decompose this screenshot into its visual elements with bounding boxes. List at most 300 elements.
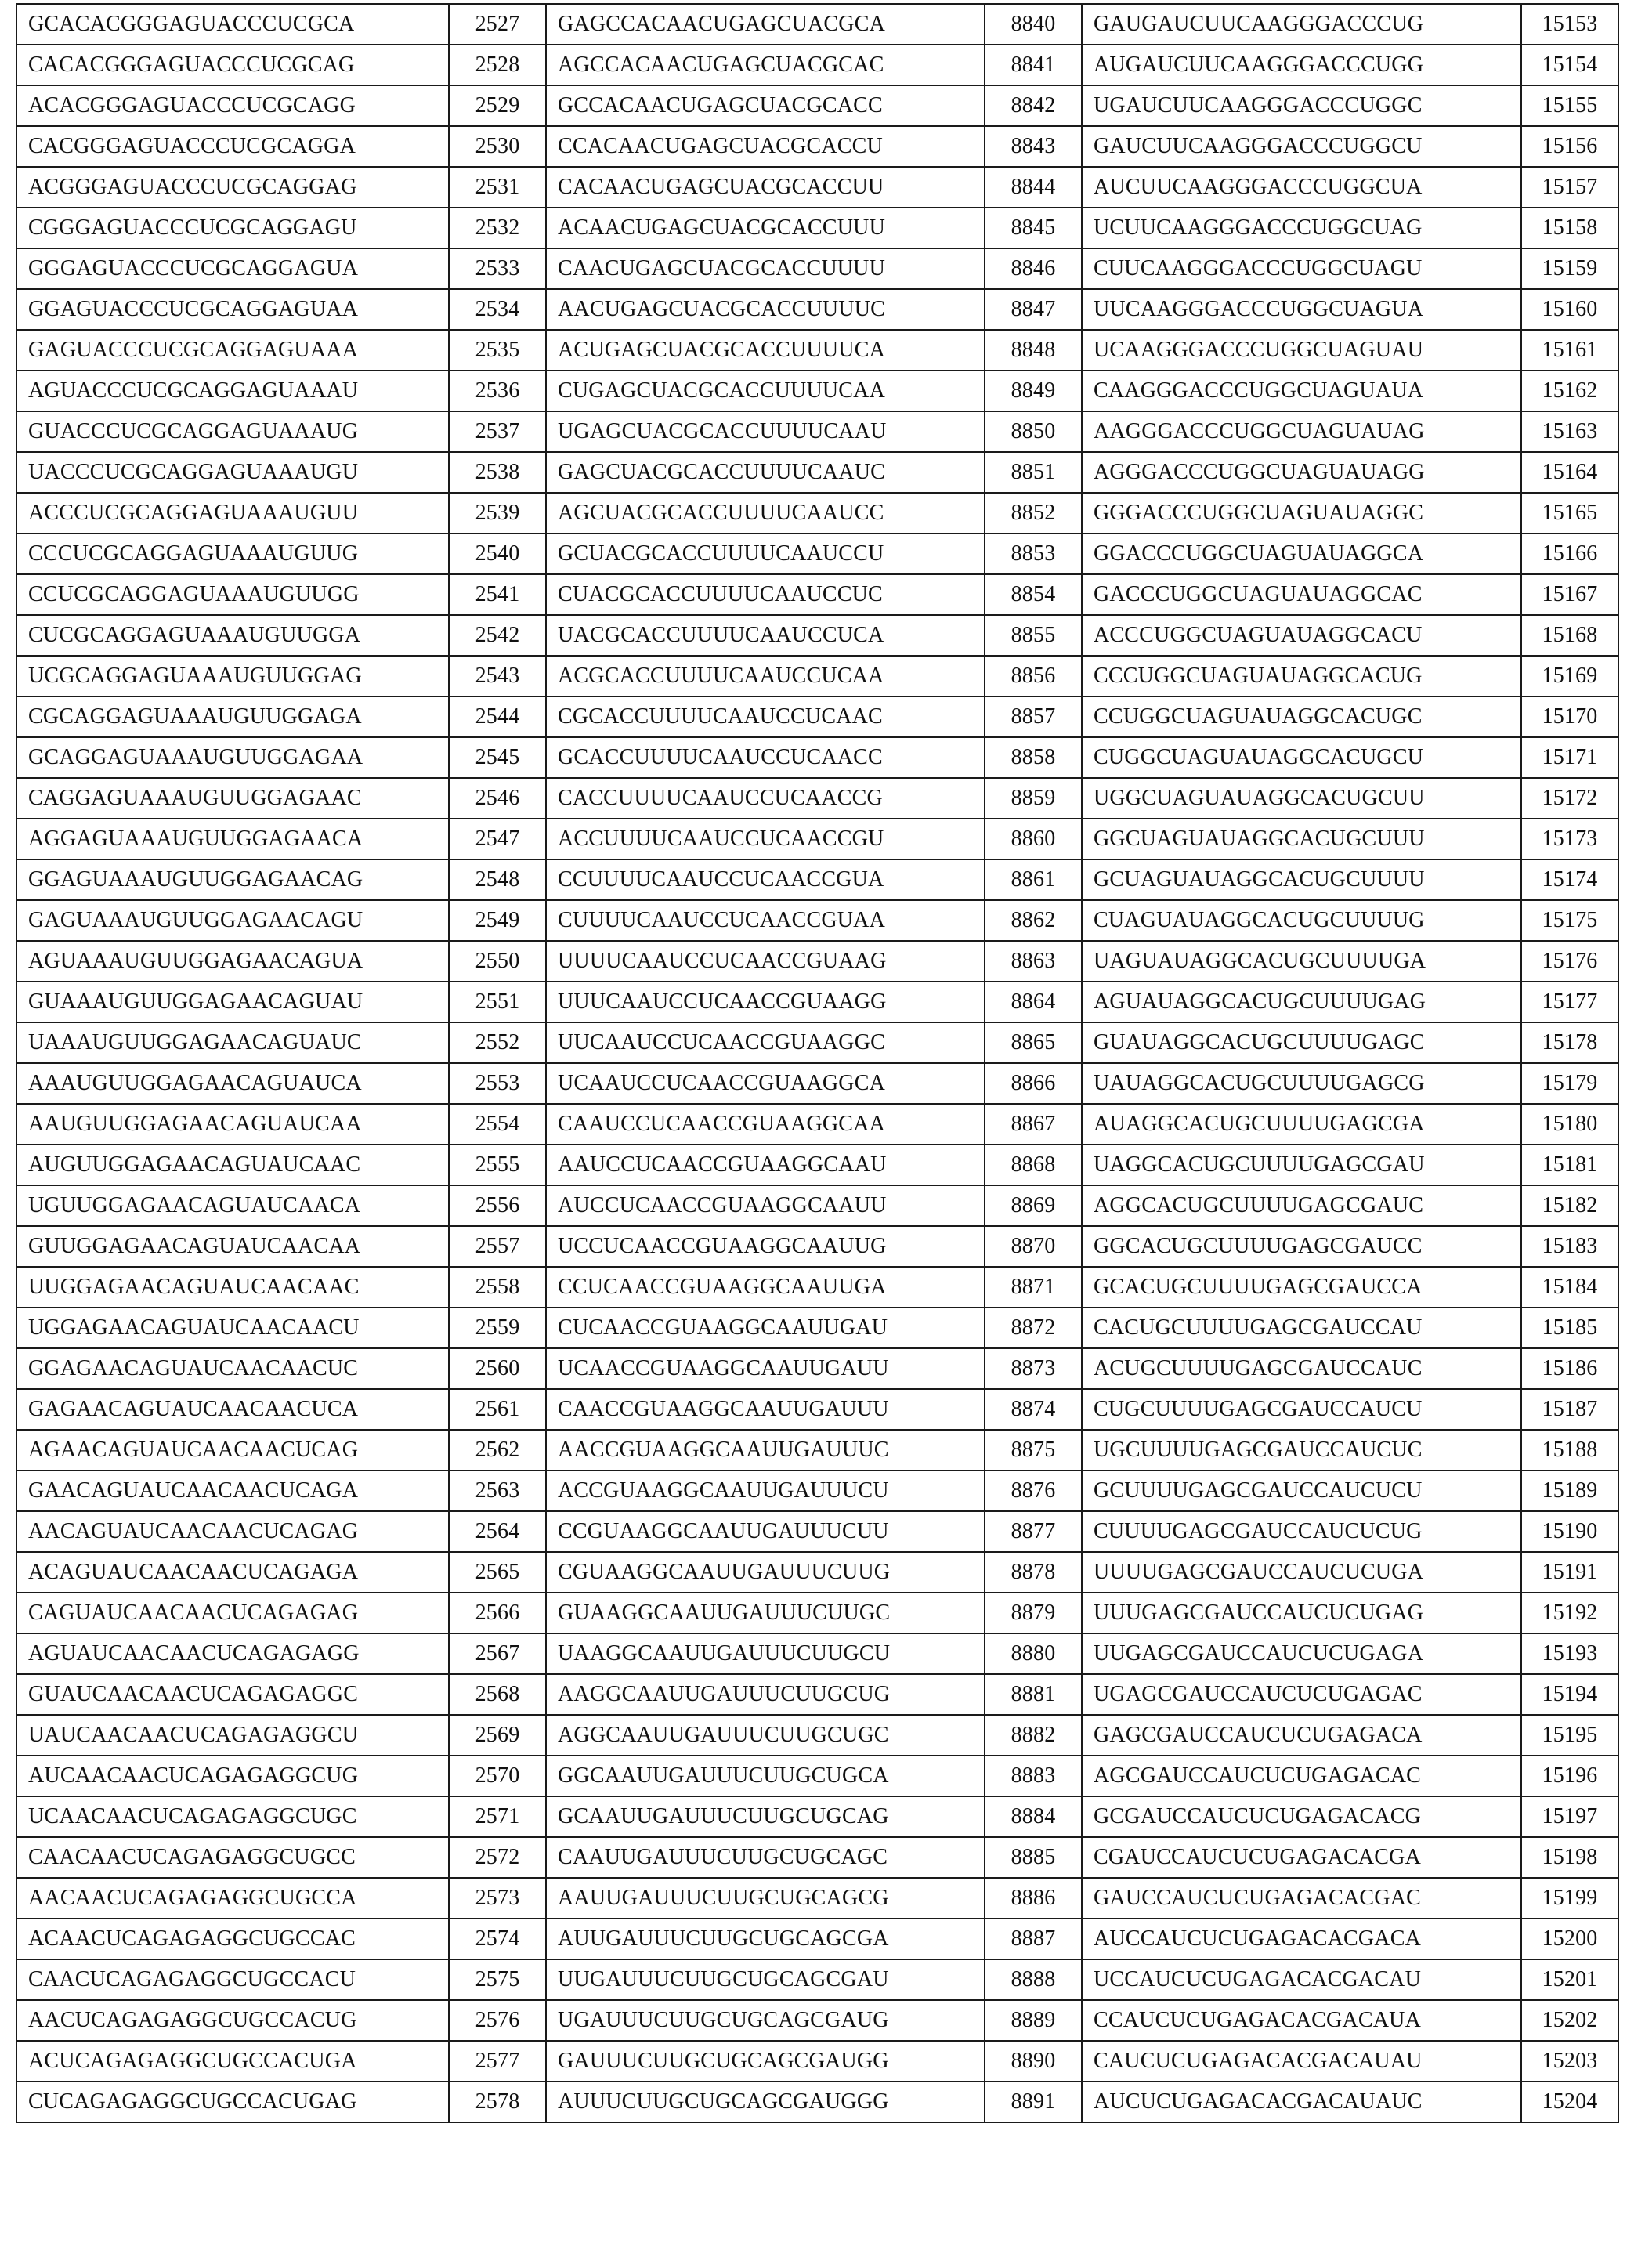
- sequence-cell: GCUUUUGAGCGAUCCAUCUCU: [1082, 1470, 1521, 1511]
- seq-id-cell: 8891: [985, 2082, 1082, 2122]
- seq-id-cell: 8856: [985, 656, 1082, 696]
- seq-id-cell: 2554: [449, 1104, 546, 1145]
- table-row: [16, 1226, 1618, 1267]
- sequence-cell: GGCAAUUGAUUUCUUGCUGCA: [546, 1756, 985, 1796]
- seq-id-cell: 15192: [1521, 1593, 1618, 1633]
- seq-id-cell: 15162: [1521, 371, 1618, 411]
- seq-id-cell: 15174: [1521, 859, 1618, 900]
- seq-id-cell: 2560: [449, 1348, 546, 1389]
- sequence-cell: CAACCGUAAGGCAAUUGAUUU: [546, 1389, 985, 1430]
- sequence-cell: UAGGCACUGCUUUUGAGCGAU: [1082, 1145, 1521, 1185]
- seq-id-cell: 8882: [985, 1715, 1082, 1756]
- sequence-cell: GGGAGUACCCUCGCAGGAGUA: [16, 248, 449, 289]
- seq-id-cell: 8844: [985, 167, 1082, 208]
- table-row: [16, 574, 1618, 615]
- sequence-cell: AAUGUUGGAGAACAGUAUCAA: [16, 1104, 449, 1145]
- sequence-cell: UAUCAACAACUCAGAGAGGCU: [16, 1715, 449, 1756]
- table-row: [16, 1470, 1618, 1511]
- seq-id-cell: 15161: [1521, 330, 1618, 371]
- table-row: [16, 1593, 1618, 1633]
- sequence-cell: AGUAUAGGCACUGCUUUUGAG: [1082, 982, 1521, 1022]
- sequence-cell: UGAGCGAUCCAUCUCUGAGAC: [1082, 1674, 1521, 1715]
- sequence-cell: AUGAUCUUCAAGGGACCCUGG: [1082, 45, 1521, 85]
- sequence-cell: CCUCGCAGGAGUAAAUGUUGG: [16, 574, 449, 615]
- table-row: [16, 1919, 1618, 1959]
- sequence-cell: AGUAUCAACAACUCAGAGAGG: [16, 1633, 449, 1674]
- sequence-cell: GCUAGUAUAGGCACUGCUUUU: [1082, 859, 1521, 900]
- seq-id-cell: 2565: [449, 1552, 546, 1593]
- seq-id-cell: 15179: [1521, 1063, 1618, 1104]
- table-row: [16, 1348, 1618, 1389]
- table-row: [16, 2000, 1618, 2041]
- seq-id-cell: 8851: [985, 452, 1082, 493]
- table-row: [16, 371, 1618, 411]
- seq-id-cell: 2530: [449, 126, 546, 167]
- sequence-cell: GGAGAACAGUAUCAACAACUC: [16, 1348, 449, 1389]
- seq-id-cell: 2547: [449, 819, 546, 859]
- seq-id-cell: 8841: [985, 45, 1082, 85]
- sequence-cell: AACAGUAUCAACAACUCAGAG: [16, 1511, 449, 1552]
- seq-id-cell: 2555: [449, 1145, 546, 1185]
- sequence-cell: UACCCUCGCAGGAGUAAAUGU: [16, 452, 449, 493]
- table-row: [16, 1674, 1618, 1715]
- table-row: [16, 1959, 1618, 2000]
- seq-id-cell: 8885: [985, 1837, 1082, 1878]
- seq-id-cell: 2534: [449, 289, 546, 330]
- seq-id-cell: 8860: [985, 819, 1082, 859]
- seq-id-cell: 2569: [449, 1715, 546, 1756]
- sequence-cell: AUUGAUUUCUUGCUGCAGCGA: [546, 1919, 985, 1959]
- seq-id-cell: 15195: [1521, 1715, 1618, 1756]
- sequence-cell: AUCUUCAAGGGACCCUGGCUA: [1082, 167, 1521, 208]
- sequence-cell: AAAUGUUGGAGAACAGUAUCA: [16, 1063, 449, 1104]
- sequence-cell: GAUUUCUUGCUGCAGCGAUGG: [546, 2041, 985, 2082]
- seq-id-cell: 8847: [985, 289, 1082, 330]
- sequence-cell: CUGCUUUUGAGCGAUCCAUCU: [1082, 1389, 1521, 1430]
- table-row: [16, 778, 1618, 819]
- seq-id-cell: 15157: [1521, 167, 1618, 208]
- sequence-cell: GAUCCAUCUCUGAGACACGAC: [1082, 1878, 1521, 1919]
- seq-id-cell: 8857: [985, 696, 1082, 737]
- sequence-cell: CCCUGGCUAGUAUAGGCACUG: [1082, 656, 1521, 696]
- table-row: [16, 1430, 1618, 1470]
- sequence-cell: GGCUAGUAUAGGCACUGCUUU: [1082, 819, 1521, 859]
- table-row: [16, 859, 1618, 900]
- seq-id-cell: 8859: [985, 778, 1082, 819]
- seq-id-cell: 15194: [1521, 1674, 1618, 1715]
- sequence-cell: AUCAACAACUCAGAGAGGCUG: [16, 1756, 449, 1796]
- seq-id-cell: 15160: [1521, 289, 1618, 330]
- seq-id-cell: 15175: [1521, 900, 1618, 941]
- sequence-cell: CUUUUCAAUCCUCAACCGUAA: [546, 900, 985, 941]
- sequence-cell: CACAACUGAGCUACGCACCUU: [546, 167, 985, 208]
- sequence-cell: CAAGGGACCCUGGCUAGUAUA: [1082, 371, 1521, 411]
- sequence-cell: GCAGGAGUAAAUGUUGGAGAA: [16, 737, 449, 778]
- sequence-cell: UUUCAAUCCUCAACCGUAAGG: [546, 982, 985, 1022]
- table-row: [16, 1267, 1618, 1308]
- sequence-cell: CAAUCCUCAACCGUAAGGCAA: [546, 1104, 985, 1145]
- seq-id-cell: 15170: [1521, 696, 1618, 737]
- seq-id-cell: 8845: [985, 208, 1082, 248]
- sequence-cell: GAUCUUCAAGGGACCCUGGCU: [1082, 126, 1521, 167]
- sequence-cell: UGGAGAACAGUAUCAACAACU: [16, 1308, 449, 1348]
- sequence-cell: ACCCUCGCAGGAGUAAAUGUU: [16, 493, 449, 534]
- seq-id-cell: 8863: [985, 941, 1082, 982]
- sequence-cell: UCAAGGGACCCUGGCUAGUAU: [1082, 330, 1521, 371]
- sequence-cell: CUUCAAGGGACCCUGGCUAGU: [1082, 248, 1521, 289]
- seq-id-cell: 2535: [449, 330, 546, 371]
- sequence-cell: AGGCACUGCUUUUGAGCGAUC: [1082, 1185, 1521, 1226]
- sequence-cell: CACGGGAGUACCCUCGCAGGA: [16, 126, 449, 167]
- sequence-cell: UGUUGGAGAACAGUAUCAACA: [16, 1185, 449, 1226]
- table-row: [16, 1104, 1618, 1145]
- seq-id-cell: 15196: [1521, 1756, 1618, 1796]
- table-row: [16, 1063, 1618, 1104]
- seq-id-cell: 2559: [449, 1308, 546, 1348]
- sequence-cell: UGAGCUACGCACCUUUUCAAU: [546, 411, 985, 452]
- seq-id-cell: 8889: [985, 2000, 1082, 2041]
- seq-id-cell: 8872: [985, 1308, 1082, 1348]
- seq-id-cell: 8876: [985, 1470, 1082, 1511]
- sequence-cell: CUUUUGAGCGAUCCAUCUCUG: [1082, 1511, 1521, 1552]
- sequence-cell: GAGCCACAACUGAGCUACGCA: [546, 4, 985, 45]
- seq-id-cell: 8867: [985, 1104, 1082, 1145]
- sequence-cell: CUCAACCGUAAGGCAAUUGAU: [546, 1308, 985, 1348]
- seq-id-cell: 15158: [1521, 208, 1618, 248]
- sequence-cell: AACAACUCAGAGAGGCUGCCA: [16, 1878, 449, 1919]
- seq-id-cell: 15176: [1521, 941, 1618, 982]
- seq-id-cell: 2568: [449, 1674, 546, 1715]
- seq-id-cell: 15183: [1521, 1226, 1618, 1267]
- sequence-cell: UUGAUUUCUUGCUGCAGCGAU: [546, 1959, 985, 2000]
- sequence-cell: ACGCACCUUUUCAAUCCUCAA: [546, 656, 985, 696]
- sequence-cell: AGCGAUCCAUCUCUGAGACAC: [1082, 1756, 1521, 1796]
- seq-id-cell: 8879: [985, 1593, 1082, 1633]
- sequence-cell: GUAAGGCAAUUGAUUUCUUGC: [546, 1593, 985, 1633]
- sequence-cell: CCGUAAGGCAAUUGAUUUCUU: [546, 1511, 985, 1552]
- sequence-cell: GCACACGGGAGUACCCUCGCA: [16, 4, 449, 45]
- seq-id-cell: 2544: [449, 696, 546, 737]
- seq-id-cell: 2546: [449, 778, 546, 819]
- seq-id-cell: 8878: [985, 1552, 1082, 1593]
- seq-id-cell: 2574: [449, 1919, 546, 1959]
- seq-id-cell: 15172: [1521, 778, 1618, 819]
- sequence-cell: GUAUAGGCACUGCUUUUGAGC: [1082, 1022, 1521, 1063]
- sequence-cell: UCAAUCCUCAACCGUAAGGCA: [546, 1063, 985, 1104]
- table-row: [16, 126, 1618, 167]
- table-row: [16, 819, 1618, 859]
- table-row: [16, 900, 1618, 941]
- sequence-cell: CAACUCAGAGAGGCUGCCACU: [16, 1959, 449, 2000]
- sequence-cell: UCCAUCUCUGAGACACGACAU: [1082, 1959, 1521, 2000]
- seq-id-cell: 8875: [985, 1430, 1082, 1470]
- sequence-cell: AGGGACCCUGGCUAGUAUAGG: [1082, 452, 1521, 493]
- seq-id-cell: 2531: [449, 167, 546, 208]
- sequence-cell: CCACAACUGAGCUACGCACCU: [546, 126, 985, 167]
- sequence-cell: GGGACCCUGGCUAGUAUAGGC: [1082, 493, 1521, 534]
- seq-id-cell: 15199: [1521, 1878, 1618, 1919]
- seq-id-cell: 15198: [1521, 1837, 1618, 1878]
- table-row: [16, 1308, 1618, 1348]
- seq-id-cell: 15169: [1521, 656, 1618, 696]
- seq-id-cell: 2542: [449, 615, 546, 656]
- table-row: [16, 330, 1618, 371]
- table-row: [16, 982, 1618, 1022]
- sequence-cell: UACGCACCUUUUCAAUCCUCA: [546, 615, 985, 656]
- sequence-cell: CAUCUCUGAGACACGACAUAU: [1082, 2041, 1521, 2082]
- seq-id-cell: 2545: [449, 737, 546, 778]
- table-row: [16, 2082, 1618, 2122]
- seq-id-cell: 8877: [985, 1511, 1082, 1552]
- seq-id-cell: 15166: [1521, 534, 1618, 574]
- sequence-cell: UAAGGCAAUUGAUUUCUUGCU: [546, 1633, 985, 1674]
- seq-id-cell: 8853: [985, 534, 1082, 574]
- seq-id-cell: 2529: [449, 85, 546, 126]
- sequence-cell: AGUACCCUCGCAGGAGUAAAU: [16, 371, 449, 411]
- seq-id-cell: 15188: [1521, 1430, 1618, 1470]
- seq-id-cell: 8884: [985, 1796, 1082, 1837]
- table-row: [16, 1185, 1618, 1226]
- seq-id-cell: 8852: [985, 493, 1082, 534]
- seq-id-cell: 15190: [1521, 1511, 1618, 1552]
- table-row: [16, 1552, 1618, 1593]
- sequence-cell: CAGGAGUAAAUGUUGGAGAAC: [16, 778, 449, 819]
- sequence-cell: UGGCUAGUAUAGGCACUGCUU: [1082, 778, 1521, 819]
- sequence-cell: GCACCUUUUCAAUCCUCAACC: [546, 737, 985, 778]
- seq-id-cell: 2527: [449, 4, 546, 45]
- sequence-cell: ACUCAGAGAGGCUGCCACUGA: [16, 2041, 449, 2082]
- sequence-cell: AUUUCUUGCUGCAGCGAUGGG: [546, 2082, 985, 2122]
- sequence-cell: AACCGUAAGGCAAUUGAUUUC: [546, 1430, 985, 1470]
- seq-id-cell: 8869: [985, 1185, 1082, 1226]
- sequence-cell: ACCGUAAGGCAAUUGAUUUCU: [546, 1470, 985, 1511]
- seq-id-cell: 2539: [449, 493, 546, 534]
- table-row: [16, 1389, 1618, 1430]
- sequence-cell: ACGGGAGUACCCUCGCAGGAG: [16, 167, 449, 208]
- sequence-cell: UAGUAUAGGCACUGCUUUUGA: [1082, 941, 1521, 982]
- sequence-cell: AAUUGAUUUCUUGCUGCAGCG: [546, 1878, 985, 1919]
- sequence-cell: AUGUUGGAGAACAGUAUCAAC: [16, 1145, 449, 1185]
- sequence-cell: UCAACCGUAAGGCAAUUGAUU: [546, 1348, 985, 1389]
- seq-id-cell: 2548: [449, 859, 546, 900]
- sequence-cell: UUGGAGAACAGUAUCAACAAC: [16, 1267, 449, 1308]
- seq-id-cell: 2551: [449, 982, 546, 1022]
- seq-id-cell: 15186: [1521, 1348, 1618, 1389]
- seq-id-cell: 2564: [449, 1511, 546, 1552]
- sequence-cell: AGGCAAUUGAUUUCUUGCUGC: [546, 1715, 985, 1756]
- seq-id-cell: 15167: [1521, 574, 1618, 615]
- sequence-cell: GAGCGAUCCAUCUCUGAGACA: [1082, 1715, 1521, 1756]
- sequence-cell: GAGAACAGUAUCAACAACUCA: [16, 1389, 449, 1430]
- seq-id-cell: 2578: [449, 2082, 546, 2122]
- sequence-cell: GGAGUACCCUCGCAGGAGUAA: [16, 289, 449, 330]
- seq-id-cell: 8886: [985, 1878, 1082, 1919]
- seq-id-cell: 8873: [985, 1348, 1082, 1389]
- seq-id-cell: 15163: [1521, 411, 1618, 452]
- table-row: [16, 1878, 1618, 1919]
- seq-id-cell: 2575: [449, 1959, 546, 2000]
- sequence-cell: UCUUCAAGGGACCCUGGCUAG: [1082, 208, 1521, 248]
- seq-id-cell: 2541: [449, 574, 546, 615]
- seq-id-cell: 8849: [985, 371, 1082, 411]
- seq-id-cell: 2570: [449, 1756, 546, 1796]
- sequence-cell: CUCGCAGGAGUAAAUGUUGGA: [16, 615, 449, 656]
- seq-id-cell: 8871: [985, 1267, 1082, 1308]
- seq-id-cell: 8887: [985, 1919, 1082, 1959]
- sequence-cell: GGACCCUGGCUAGUAUAGGCA: [1082, 534, 1521, 574]
- sequence-cell: UUUUGAGCGAUCCAUCUCUGA: [1082, 1552, 1521, 1593]
- seq-id-cell: 15201: [1521, 1959, 1618, 2000]
- sequence-cell: CUAGUAUAGGCACUGCUUUUG: [1082, 900, 1521, 941]
- seq-id-cell: 15197: [1521, 1796, 1618, 1837]
- sequence-cell: AACUCAGAGAGGCUGCCACUG: [16, 2000, 449, 2041]
- seq-id-cell: 2563: [449, 1470, 546, 1511]
- table-row: [16, 656, 1618, 696]
- sequence-cell: AGAACAGUAUCAACAACUCAG: [16, 1430, 449, 1470]
- seq-id-cell: 15171: [1521, 737, 1618, 778]
- sequence-cell: UUUGAGCGAUCCAUCUCUGAG: [1082, 1593, 1521, 1633]
- table-row: [16, 615, 1618, 656]
- sequence-cell: CGCACCUUUUCAAUCCUCAAC: [546, 696, 985, 737]
- table-row: [16, 1756, 1618, 1796]
- sequence-cell: UUCAAUCCUCAACCGUAAGGC: [546, 1022, 985, 1063]
- sequence-cell: UAAAUGUUGGAGAACAGUAUC: [16, 1022, 449, 1063]
- seq-id-cell: 15187: [1521, 1389, 1618, 1430]
- seq-id-cell: 15178: [1521, 1022, 1618, 1063]
- sequence-cell: GUUGGAGAACAGUAUCAACAA: [16, 1226, 449, 1267]
- seq-id-cell: 8883: [985, 1756, 1082, 1796]
- sequence-cell: ACAACUGAGCUACGCACCUUU: [546, 208, 985, 248]
- seq-id-cell: 2532: [449, 208, 546, 248]
- sequence-cell: GCGAUCCAUCUCUGAGACACG: [1082, 1796, 1521, 1837]
- sequence-cell: GUAAAUGUUGGAGAACAGUAU: [16, 982, 449, 1022]
- sequence-cell: UCGCAGGAGUAAAUGUUGGAG: [16, 656, 449, 696]
- sequence-cell: AUAGGCACUGCUUUUGAGCGA: [1082, 1104, 1521, 1145]
- sequence-cell: UUUUCAAUCCUCAACCGUAAG: [546, 941, 985, 982]
- sequence-cell: GUAUCAACAACUCAGAGAGGC: [16, 1674, 449, 1715]
- seq-id-cell: 15164: [1521, 452, 1618, 493]
- seq-id-cell: 15155: [1521, 85, 1618, 126]
- table-row: [16, 289, 1618, 330]
- seq-id-cell: 15177: [1521, 982, 1618, 1022]
- sequence-cell: UGCUUUUGAGCGAUCCAUCUC: [1082, 1430, 1521, 1470]
- table-row: [16, 737, 1618, 778]
- table-row: [16, 2041, 1618, 2082]
- table-row: [16, 4, 1618, 45]
- sequence-cell: GAUGAUCUUCAAGGGACCCUG: [1082, 4, 1521, 45]
- sequence-cell: GGAGUAAAUGUUGGAGAACAG: [16, 859, 449, 900]
- sequence-cell: AGGAGUAAAUGUUGGAGAACA: [16, 819, 449, 859]
- seq-id-cell: 8848: [985, 330, 1082, 371]
- table-row: [16, 696, 1618, 737]
- seq-id-cell: 8880: [985, 1633, 1082, 1674]
- seq-id-cell: 2553: [449, 1063, 546, 1104]
- seq-id-cell: 8865: [985, 1022, 1082, 1063]
- table-row: [16, 45, 1618, 85]
- seq-id-cell: 2556: [449, 1185, 546, 1226]
- table-row: [16, 1633, 1618, 1674]
- table-row: [16, 1511, 1618, 1552]
- sequence-cell: UAUAGGCACUGCUUUUGAGCG: [1082, 1063, 1521, 1104]
- seq-id-cell: 8862: [985, 900, 1082, 941]
- seq-id-cell: 15180: [1521, 1104, 1618, 1145]
- seq-id-cell: 15189: [1521, 1470, 1618, 1511]
- sequence-cell: UCAACAACUCAGAGAGGCUGC: [16, 1796, 449, 1837]
- sequence-cell: CAACUGAGCUACGCACCUUUU: [546, 248, 985, 289]
- sequence-cell: CACUGCUUUUGAGCGAUCCAU: [1082, 1308, 1521, 1348]
- seq-id-cell: 15153: [1521, 4, 1618, 45]
- seq-id-cell: 2552: [449, 1022, 546, 1063]
- seq-id-cell: 15165: [1521, 493, 1618, 534]
- sequence-cell: CUGAGCUACGCACCUUUUCAA: [546, 371, 985, 411]
- sequence-cell: AUCCAUCUCUGAGACACGACA: [1082, 1919, 1521, 1959]
- sequence-cell: AGCUACGCACCUUUUCAAUCC: [546, 493, 985, 534]
- seq-id-cell: 8854: [985, 574, 1082, 615]
- seq-id-cell: 2543: [449, 656, 546, 696]
- seq-id-cell: 2566: [449, 1593, 546, 1633]
- table-row: [16, 208, 1618, 248]
- sequence-cell: CCUGGCUAGUAUAGGCACUGC: [1082, 696, 1521, 737]
- sequence-cell: AAGGCAAUUGAUUUCUUGCUG: [546, 1674, 985, 1715]
- sequence-cell: GCCACAACUGAGCUACGCACC: [546, 85, 985, 126]
- seq-id-cell: 15193: [1521, 1633, 1618, 1674]
- sequence-cell: CAAUUGAUUUCUUGCUGCAGC: [546, 1837, 985, 1878]
- sequence-cell: CGAUCCAUCUCUGAGACACGA: [1082, 1837, 1521, 1878]
- seq-id-cell: 2538: [449, 452, 546, 493]
- sequence-cell: GCACUGCUUUUGAGCGAUCCA: [1082, 1267, 1521, 1308]
- sequence-cell: UUCAAGGGACCCUGGCUAGUA: [1082, 289, 1521, 330]
- seq-id-cell: 8846: [985, 248, 1082, 289]
- seq-id-cell: 2577: [449, 2041, 546, 2082]
- seq-id-cell: 8868: [985, 1145, 1082, 1185]
- sequence-cell: AUCUCUGAGACACGACAUAUC: [1082, 2082, 1521, 2122]
- seq-id-cell: 2549: [449, 900, 546, 941]
- seq-id-cell: 15203: [1521, 2041, 1618, 2082]
- sequence-cell: CAGUAUCAACAACUCAGAGAG: [16, 1593, 449, 1633]
- table-row: [16, 1837, 1618, 1878]
- seq-id-cell: 8888: [985, 1959, 1082, 2000]
- sequence-cell: CCAUCUCUGAGACACGACAUA: [1082, 2000, 1521, 2041]
- table-row: [16, 1796, 1618, 1837]
- sequence-cell: ACAACUCAGAGAGGCUGCCAC: [16, 1919, 449, 1959]
- seq-id-cell: 15191: [1521, 1552, 1618, 1593]
- sequence-cell: AACUGAGCUACGCACCUUUUC: [546, 289, 985, 330]
- sequence-cell: GAGUAAAUGUUGGAGAACAGU: [16, 900, 449, 941]
- seq-id-cell: 8861: [985, 859, 1082, 900]
- sequence-cell: CCUUUUCAAUCCUCAACCGUA: [546, 859, 985, 900]
- sequence-cell: CACACGGGAGUACCCUCGCAG: [16, 45, 449, 85]
- table-row: [16, 85, 1618, 126]
- sequence-cell: ACACGGGAGUACCCUCGCAGG: [16, 85, 449, 126]
- seq-id-cell: 2576: [449, 2000, 546, 2041]
- sequence-cell: GAGUACCCUCGCAGGAGUAAA: [16, 330, 449, 371]
- seq-id-cell: 2537: [449, 411, 546, 452]
- seq-id-cell: 8855: [985, 615, 1082, 656]
- seq-id-cell: 8843: [985, 126, 1082, 167]
- seq-id-cell: 15173: [1521, 819, 1618, 859]
- seq-id-cell: 8858: [985, 737, 1082, 778]
- seq-id-cell: 2557: [449, 1226, 546, 1267]
- seq-id-cell: 2550: [449, 941, 546, 982]
- sequence-cell: ACCCUGGCUAGUAUAGGCACU: [1082, 615, 1521, 656]
- seq-id-cell: 15185: [1521, 1308, 1618, 1348]
- sequence-cell: GGCACUGCUUUUGAGCGAUCC: [1082, 1226, 1521, 1267]
- seq-id-cell: 8874: [985, 1389, 1082, 1430]
- seq-id-cell: 15200: [1521, 1919, 1618, 1959]
- sequence-cell: AGCCACAACUGAGCUACGCAC: [546, 45, 985, 85]
- sequence-cell: ACUGCUUUUGAGCGAUCCAUC: [1082, 1348, 1521, 1389]
- seq-id-cell: 2567: [449, 1633, 546, 1674]
